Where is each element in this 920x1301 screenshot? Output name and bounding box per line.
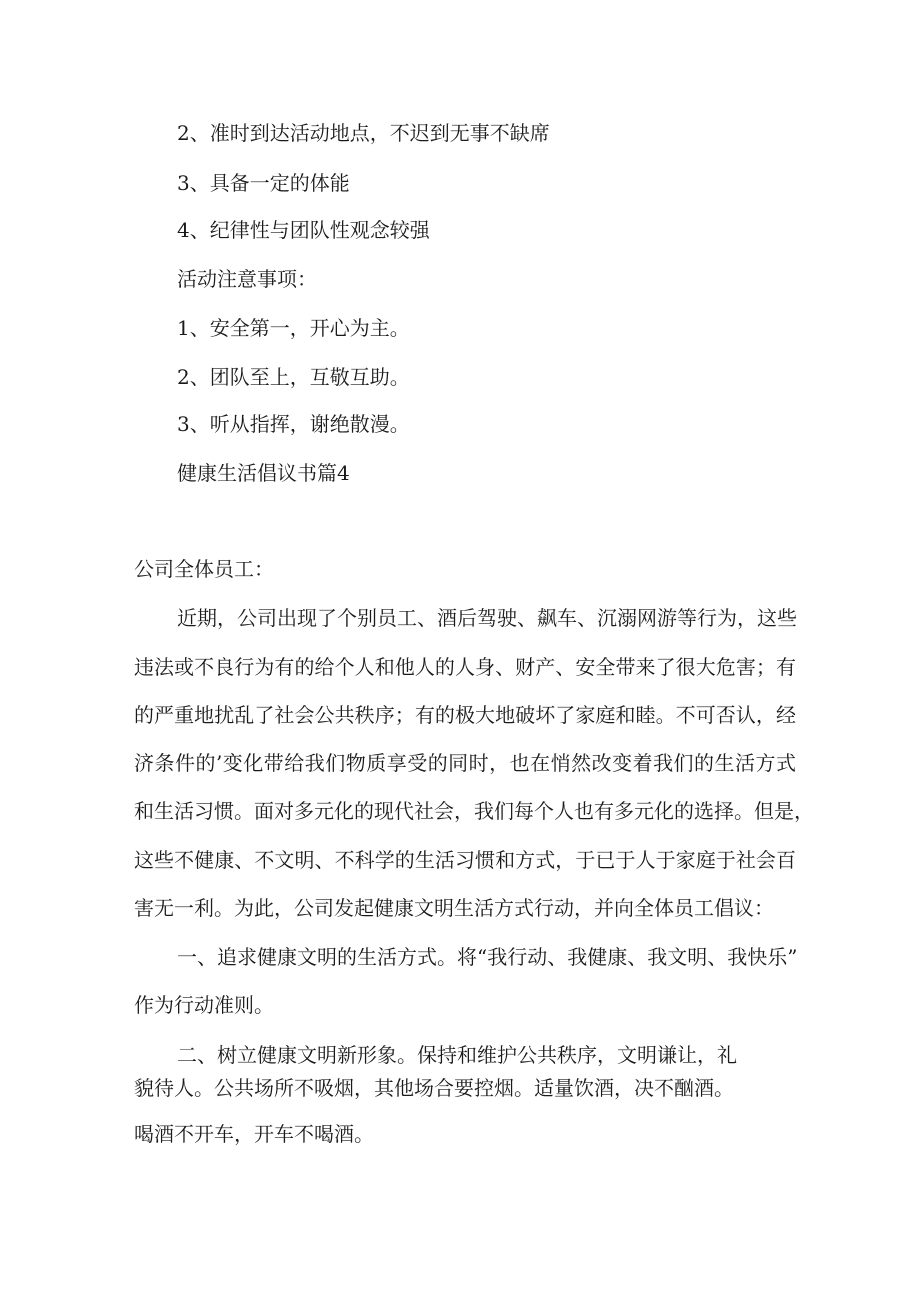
body-line: 这些不健康、不文明、不科学的生活习惯和方式，于已于人于家庭于社会百 — [134, 848, 796, 872]
item-one-line: 一、追求健康文明的生活方式。将“我行动、我健康、我文明、我快乐” — [177, 945, 798, 969]
item-one-line: 作为行动准则。 — [134, 993, 274, 1017]
item-two-line: 貌待人。公共场所不吸烟，其他场合要控烟。适量饮酒，决不酗酒。 — [134, 1076, 734, 1100]
requirement-item: 2、准时到达活动地点，不迟到无事不缺席 — [177, 121, 550, 145]
body-line: 的严重地扰乱了社会公共秩序；有的极大地破坏了家庭和睦。不可否认，经 — [134, 703, 796, 727]
item-two-line: 喝酒不开车，开车不喝酒。 — [134, 1122, 374, 1146]
section-title: 健康生活倡议书篇4 — [177, 461, 350, 485]
body-line: 和生活习惯。面对多元化的现代社会，我们每个人也有多元化的选择。但是， — [134, 799, 814, 823]
body-line: 害无一利。为此，公司发起健康文明生活方式行动，并向全体员工倡议： — [134, 896, 774, 920]
requirement-item: 4、纪律性与团队性观念较强 — [177, 218, 430, 242]
requirement-item: 3、具备一定的体能 — [177, 171, 350, 195]
body-line: 违法或不良行为有的给个人和他人的人身、财产、安全带来了很大危害；有 — [134, 655, 796, 679]
note-item: 1、安全第一，开心为主。 — [177, 316, 410, 340]
note-item: 3、听从指挥，谢绝散漫。 — [177, 412, 410, 436]
item-two-line: 二、树立健康文明新形象。保持和维护公共秩序，文明谦让，礼 — [177, 1043, 737, 1067]
notes-heading: 活动注意事项： — [177, 267, 317, 291]
note-item: 2、团队至上，互敬互助。 — [177, 365, 410, 389]
body-line: 济条件的’变化带给我们物质享受的同时，也在悄然改变着我们的生活方式 — [134, 751, 796, 775]
body-line: 近期，公司出现了个别员工、酒后驾驶、飙车、沉溺网游等行为，这些 — [177, 606, 797, 630]
salutation: 公司全体员工： — [134, 557, 274, 581]
